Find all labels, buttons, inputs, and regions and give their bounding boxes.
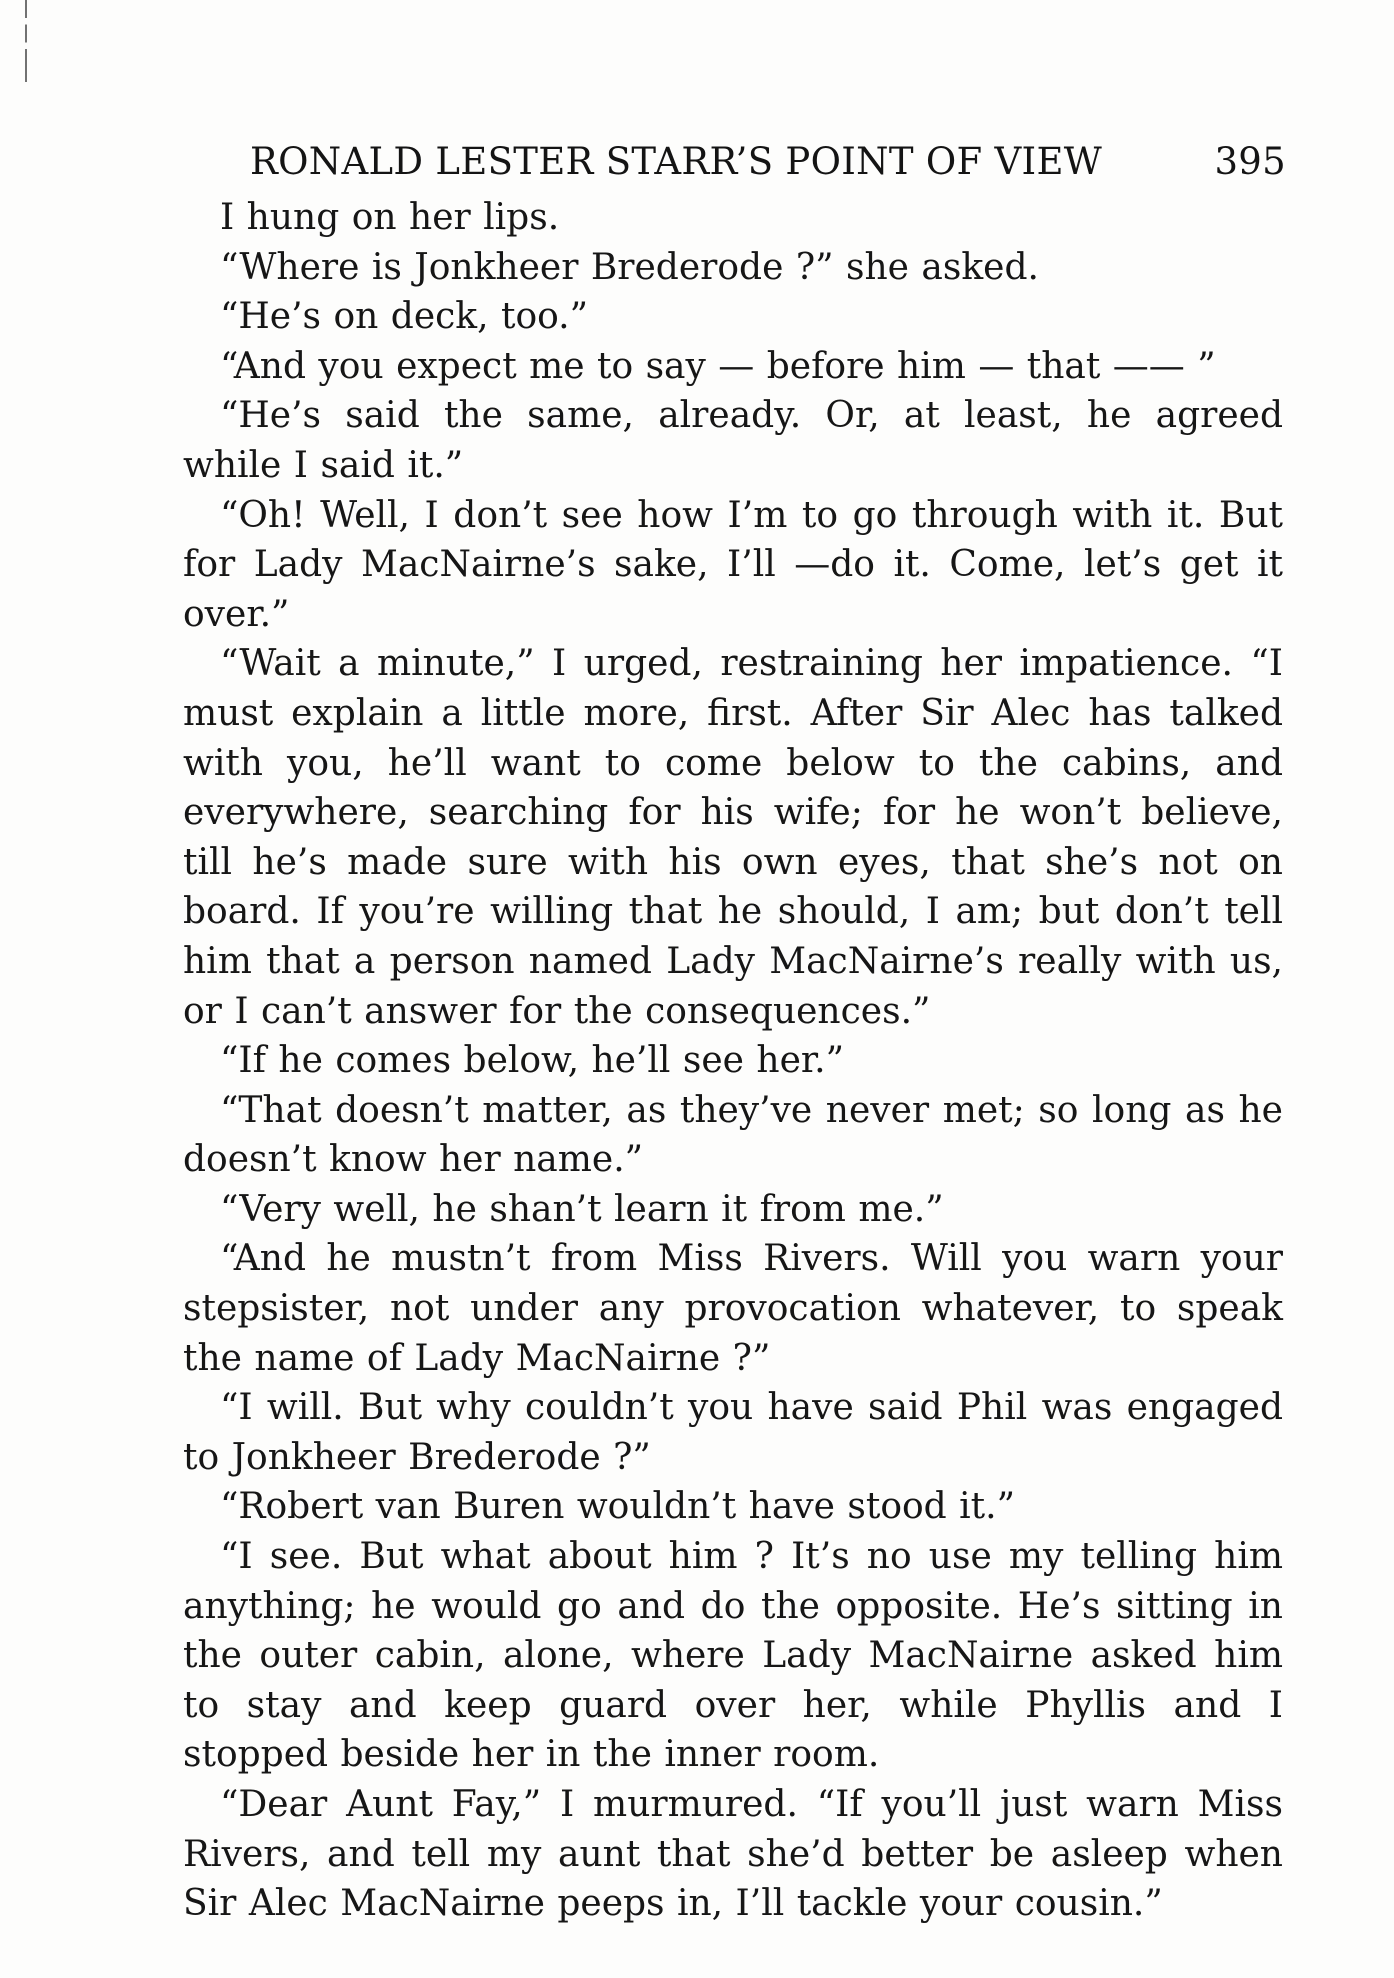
- paragraph: “If he comes below, he’ll see her.”: [220, 1040, 845, 1082]
- paragraph: “Dear Aunt Fay,” I murmured. “If you’ll just warn Miss Rivers, and tell my aunt that she’d better be asleep when Sir Alec MacNairne peeps in, I’ll tackle your cousin.”: [183, 1784, 1283, 1925]
- paragraph: “And he mustn’t from Miss Rivers. Will you warn your stepsister, not under any provocation whatever, to speak the name of Lady MacNairne ?”: [183, 1238, 1283, 1379]
- running-head-title: RONALD LESTER STARR’S POINT OF VIEW: [250, 140, 1103, 183]
- paragraph: “He’s said the same, already. Or, at least, he agreed while I said it.”: [183, 395, 1283, 486]
- paragraph: “I will. But why couldn’t you have said Phil was engaged to Jonkheer Brederode ?”: [183, 1387, 1283, 1478]
- paragraph: “Robert van Buren wouldn’t have stood it.”: [220, 1486, 1015, 1528]
- paragraph: “That doesn’t matter, as they’ve never met; so long as he doesn’t know her name.”: [183, 1089, 1283, 1181]
- scan-edge-mark: [25, 0, 27, 82]
- paragraph: “He’s on deck, too.”: [220, 296, 589, 338]
- paragraph: “Where is Jonkheer Brederode ?” she asked.: [220, 246, 1039, 288]
- paragraph: “Wait a minute,” I urged, restraining her impatience. “I must explain a little more, first. After Sir Alec has talked with you, he’ll want to come below to the cabins, and everywhere, searching for his wife; for he won’t believe, till he’s made sure with his own eyes, that she’s not on board. If you’re willing that he should, I am; but don’t tell him that a person named Lady MacNairne’s really with us, or I can’t answer for the consequences.”: [183, 643, 1283, 1032]
- paragraph: “Oh! Well, I don’t see how I’m to go through with it. But for Lady MacNairne’s sake, I’ll —do it. Come, let’s get it over.”: [183, 494, 1283, 635]
- paragraph: “Very well, he shan’t learn it from me.”: [220, 1188, 944, 1230]
- paragraph: “I see. But what about him ? It’s no use my telling him anything; he would go and do the opposite. He’s sitting in the outer cabin, alone, where Lady MacNairne asked him to stay and keep guard over her, while Phyllis and I stopped beside her in the inner room.: [183, 1536, 1283, 1776]
- body-text: [183, 193, 1283, 1929]
- running-head: [250, 140, 1286, 196]
- page-number: 395: [1214, 140, 1286, 183]
- paragraph: I hung on her lips.: [220, 197, 560, 238]
- paragraph: “And you expect me to say — before him — that —— ”: [220, 345, 1216, 387]
